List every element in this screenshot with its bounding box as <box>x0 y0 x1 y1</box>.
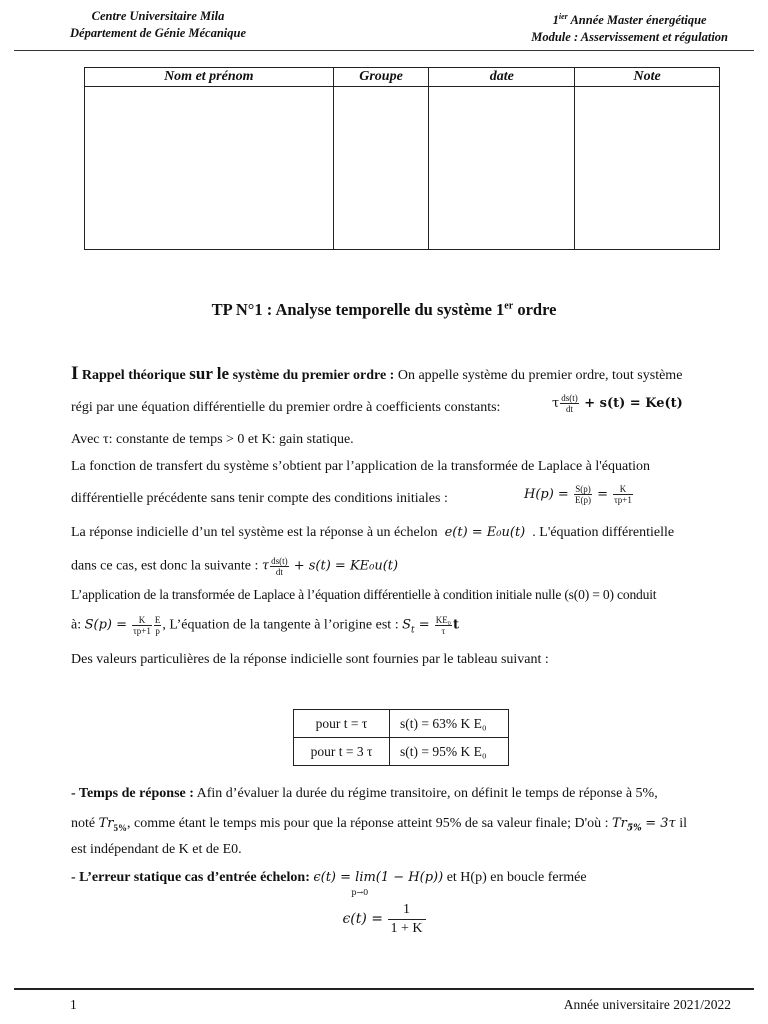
footer-divider <box>14 988 754 990</box>
line-step-equation: dans ce cas, est donc la suivante : τ $\frac{ds(t)}{dt}$ + s(t) = KE₀u(t) <box>71 556 399 577</box>
header-department: Département de Génie Mécanique <box>70 26 247 40</box>
header-level: $1^{ier}$ Année Master énergétique <box>552 12 707 28</box>
academic-year: Année universitaire 2021/2022 <box>563 997 731 1012</box>
static-error-formula: ϵ(t) = $\frac{1}{1 + K}$ <box>0 901 768 938</box>
static-error-line: - L’erreur statique cas d’entrée échelon: ϵ(t) = lim(1 − H(p)) p→0 et H(p) en boucle fermée <box>71 870 587 897</box>
cell-name[interactable] <box>85 87 334 250</box>
section-intro: I Rappel théorique sur le système du premier ordre : On appelle système du premier ordre, tout système <box>71 363 683 384</box>
line-transfer-cond: différentielle précédente sans tenir compte des conditions initiales : <box>71 491 448 506</box>
equation-first-order: τ $\frac{ds(t)}{dt}$ + s(t) = Ke(t) <box>552 393 683 414</box>
header-course <box>531 8 728 46</box>
cell-group[interactable] <box>333 87 429 250</box>
page-title: TP N°1 : Analyse temporelle du système 1er ordre <box>211 300 557 319</box>
line-table-intro: Des valeurs particulières de la réponse indicielle sont fournies par le tableau suivant : <box>71 652 549 667</box>
response-time-line2: noté $Tr_{5\%}$, comme étant le temps mis pour que la réponse atteint 95% de sa valeur finale; D'où : $Tr_{5\%} = 3\tau$ il <box>71 816 687 834</box>
col-grade: Note <box>575 68 720 87</box>
col-name: Nom et prénom <box>85 68 334 87</box>
line-step-response: La réponse indicielle d’un tel système est la réponse à un échelon e(t) = E₀u(t) . L'équation différentielle <box>71 525 675 540</box>
header-module: Module : Asservissement et régulation <box>531 30 728 45</box>
header-university: Centre Universitaire Mila <box>91 9 225 23</box>
condition-cell: pour t = 3 τ <box>294 738 390 766</box>
page-number: 1 <box>70 997 77 1012</box>
header-institution <box>70 8 246 42</box>
cell-date[interactable] <box>429 87 575 250</box>
response-time-line3: est indépendant de K et de E0. <box>71 842 242 857</box>
static-error-limit: ϵ(t) = lim(1 − H(p)) p→0 <box>313 870 444 897</box>
header-divider <box>14 50 754 51</box>
response-time-paragraph: - Temps de réponse : Afin d’évaluer la durée du régime transitoire, on définit le temps de réponse à 5%, <box>71 786 658 801</box>
response-time-equation: $Tr_{5\%}$ <box>612 816 642 834</box>
line-constants: Avec τ: constante de temps > 0 et K: gain statique. <box>71 432 354 447</box>
value-cell: s(t) = 63% K E₀ <box>390 710 509 738</box>
condition-cell: pour t = τ <box>294 710 390 738</box>
value-cell: s(t) = 95% K E₀ <box>390 738 509 766</box>
col-group: Groupe <box>333 68 429 87</box>
line-laplace: L’application de la transformée de Laplace à l’équation différentielle à condition initiale nulle (s(0) = 0) conduit <box>71 587 657 602</box>
line-diff-eq: régi par une équation différentielle du premier ordre à coefficients constants: <box>71 400 501 415</box>
equation-transfer-function: H(p) = $\frac{S(p)}{E(p)}$ = $\frac{K}{\tau p+1}$ <box>524 484 632 505</box>
student-info-table <box>84 67 720 250</box>
cell-grade[interactable] <box>575 87 720 250</box>
col-date: date <box>429 68 575 87</box>
line-output-laplace: à: S(p) = $\frac{K}{\tau p+1}$ $\frac{E}{p}$ , L’équation de la tangente à l’origine est : $S_t$ = $\frac{\text{KE₀}}{\tau}$ t <box>71 615 459 636</box>
line-transfer-intro: La fonction de transfert du système s’obtient par l’application de la transformée de Laplace à l'équation <box>71 459 651 474</box>
table-row <box>294 710 509 738</box>
particular-values-table <box>293 709 509 766</box>
table-row <box>294 738 509 766</box>
